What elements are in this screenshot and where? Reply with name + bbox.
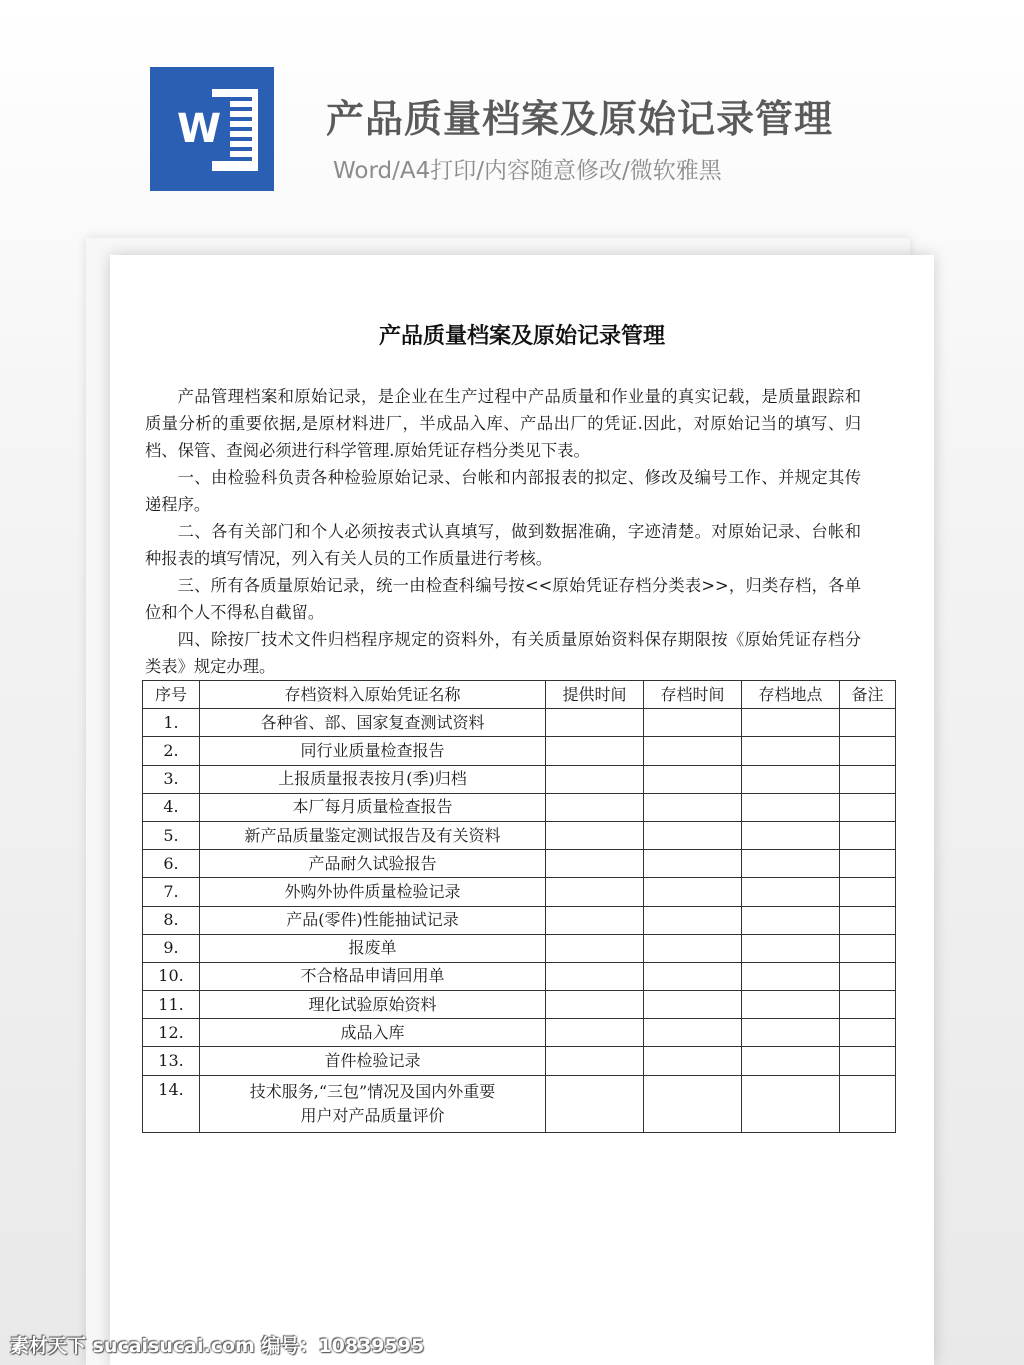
cell-empty [840, 934, 896, 962]
cell-empty [546, 709, 644, 737]
row-number: 1. [143, 709, 200, 737]
row-document-name: 成品入库 [200, 1019, 546, 1047]
cell-empty [840, 821, 896, 849]
document-page [110, 255, 934, 1365]
row-number: 13. [143, 1047, 200, 1075]
cell-empty [840, 850, 896, 878]
cell-empty [644, 1047, 742, 1075]
cell-empty [644, 991, 742, 1019]
paragraph-rule-2: 二、各有关部门和个人必须按表式认真填写，做到数据准确，字迹清楚。对原始记录、台帐和种报表的填写情况，列入有关人员的工作质量进行考核。 [145, 522, 861, 568]
cell-empty [546, 793, 644, 821]
cell-empty [742, 906, 840, 934]
cell-empty [742, 850, 840, 878]
row-number: 11. [143, 991, 200, 1019]
cell-empty [546, 934, 644, 962]
row-document-name: 新产品质量鉴定测试报告及有关资料 [200, 821, 546, 849]
cell-empty [742, 1019, 840, 1047]
cell-empty [742, 1047, 840, 1075]
row-document-name [200, 1075, 546, 1132]
table-row [143, 934, 896, 962]
header-document-name: 存档资料入原始凭证名称 [200, 681, 546, 709]
row-document-name: 本厂每月质量检查报告 [200, 793, 546, 821]
row-number: 8. [143, 906, 200, 934]
cell-empty [840, 709, 896, 737]
cell-empty [546, 821, 644, 849]
cell-empty [546, 1019, 644, 1047]
cell-empty [546, 906, 644, 934]
table-row [143, 850, 896, 878]
cell-empty [840, 906, 896, 934]
row-document-name-line-1: 技术服务,“三包”情况及国内外重要 [249, 1081, 496, 1101]
row-number: 2. [143, 737, 200, 765]
row-number: 9. [143, 934, 200, 962]
table-row [143, 709, 896, 737]
cell-empty [742, 962, 840, 990]
table-row [143, 1019, 896, 1047]
cell-empty [644, 765, 742, 793]
row-number: 12. [143, 1019, 200, 1047]
table-row [143, 821, 896, 849]
row-document-name: 同行业质量检查报告 [200, 737, 546, 765]
cell-empty [644, 821, 742, 849]
row-document-name: 各种省、部、国家复查测试资料 [200, 709, 546, 737]
watermark-text: 素材天下 sucaisucai.com 编号：10839595 [10, 1335, 425, 1357]
word-document-icon [150, 67, 274, 191]
cell-empty [644, 934, 742, 962]
row-number: 5. [143, 821, 200, 849]
table-header-row [143, 681, 896, 709]
row-number: 6. [143, 850, 200, 878]
table-row [143, 737, 896, 765]
cell-empty [742, 793, 840, 821]
cell-empty [840, 1019, 896, 1047]
cell-empty [644, 878, 742, 906]
document-title: 产品质量档案及原始记录管理 [378, 323, 665, 349]
table-row [143, 765, 896, 793]
cell-empty [546, 1047, 644, 1075]
row-document-name: 不合格品申请回用单 [200, 962, 546, 990]
cell-empty [546, 765, 644, 793]
row-number: 14. [143, 1075, 200, 1132]
row-document-name: 报废单 [200, 934, 546, 962]
archive-classification-table [142, 680, 896, 1133]
document-body [145, 383, 861, 680]
table-row [143, 793, 896, 821]
page-subtitle: Word/A4打印/内容随意修改/微软雅黑 [333, 158, 722, 184]
cell-empty [840, 1075, 896, 1132]
cell-empty [644, 1075, 742, 1132]
table-row [143, 878, 896, 906]
cell-empty [742, 709, 840, 737]
row-number: 3. [143, 765, 200, 793]
cell-empty [840, 1047, 896, 1075]
row-document-name: 产品(零件)性能抽试记录 [200, 906, 546, 934]
paragraph-rule-1: 一、由检验科负责各种检验原始记录、台帐和内部报表的拟定、修改及编号工作、并规定其传递程序。 [145, 468, 861, 514]
table-row [143, 1047, 896, 1075]
cell-empty [840, 737, 896, 765]
paragraph-intro: 产品管理档案和原始记录，是企业在生产过程中产品质量和作业量的真实记载，是质量跟踪和质量分析的重要依据,是原材料进厂，半成品入库、产品出厂的凭证.因此，对原始记当的填写、归档、保管、查阅必须进行科学管理.原始凭证存档分类见下表。 [145, 387, 861, 460]
cell-empty [644, 793, 742, 821]
table-row [143, 962, 896, 990]
cell-empty [840, 793, 896, 821]
cell-empty [742, 934, 840, 962]
header-provide-time: 提供时间 [546, 681, 644, 709]
table-row [143, 906, 896, 934]
page-title: 产品质量档案及原始记录管理 [326, 97, 834, 141]
row-number: 10. [143, 962, 200, 990]
header-archive-location: 存档地点 [742, 681, 840, 709]
cell-empty [546, 878, 644, 906]
cell-empty [546, 850, 644, 878]
cell-empty [840, 765, 896, 793]
cell-empty [644, 850, 742, 878]
cell-empty [742, 765, 840, 793]
row-document-name: 首件检验记录 [200, 1047, 546, 1075]
header-serial: 序号 [143, 681, 200, 709]
header-archive-time: 存档时间 [644, 681, 742, 709]
paragraph-rule-3: 三、所有各质量原始记录，统一由检查科编号按<<原始凭证存档分类表>>，归类存档，各单位和个人不得私自截留。 [145, 576, 861, 622]
row-document-name: 产品耐久试验报告 [200, 850, 546, 878]
paragraph-rule-4: 四、除按厂技术文件归档程序规定的资料外，有关质量原始资料保存期限按《原始凭证存档分类表》规定办理。 [145, 630, 861, 676]
cell-empty [644, 962, 742, 990]
row-document-name: 外购外协件质量检验记录 [200, 878, 546, 906]
cell-empty [840, 878, 896, 906]
cell-empty [840, 962, 896, 990]
cell-empty [644, 906, 742, 934]
header-remarks: 备注 [840, 681, 896, 709]
cell-empty [644, 737, 742, 765]
row-document-name: 上报质量报表按月(季)归档 [200, 765, 546, 793]
cell-empty [546, 737, 644, 765]
cell-empty [546, 962, 644, 990]
table-row [143, 1075, 896, 1132]
cell-empty [546, 1075, 644, 1132]
cell-empty [644, 709, 742, 737]
cell-empty [742, 991, 840, 1019]
cell-empty [742, 821, 840, 849]
table-row [143, 991, 896, 1019]
word-letter-badge: W [168, 97, 230, 161]
cell-empty [644, 1019, 742, 1047]
row-document-name: 理化试验原始资料 [200, 991, 546, 1019]
cell-empty [840, 991, 896, 1019]
row-number: 4. [143, 793, 200, 821]
cell-empty [546, 991, 644, 1019]
cell-empty [742, 1075, 840, 1132]
row-document-name-line-2: 用户对产品质量评价 [300, 1105, 445, 1125]
cell-empty [742, 878, 840, 906]
cell-empty [742, 737, 840, 765]
row-number: 7. [143, 878, 200, 906]
